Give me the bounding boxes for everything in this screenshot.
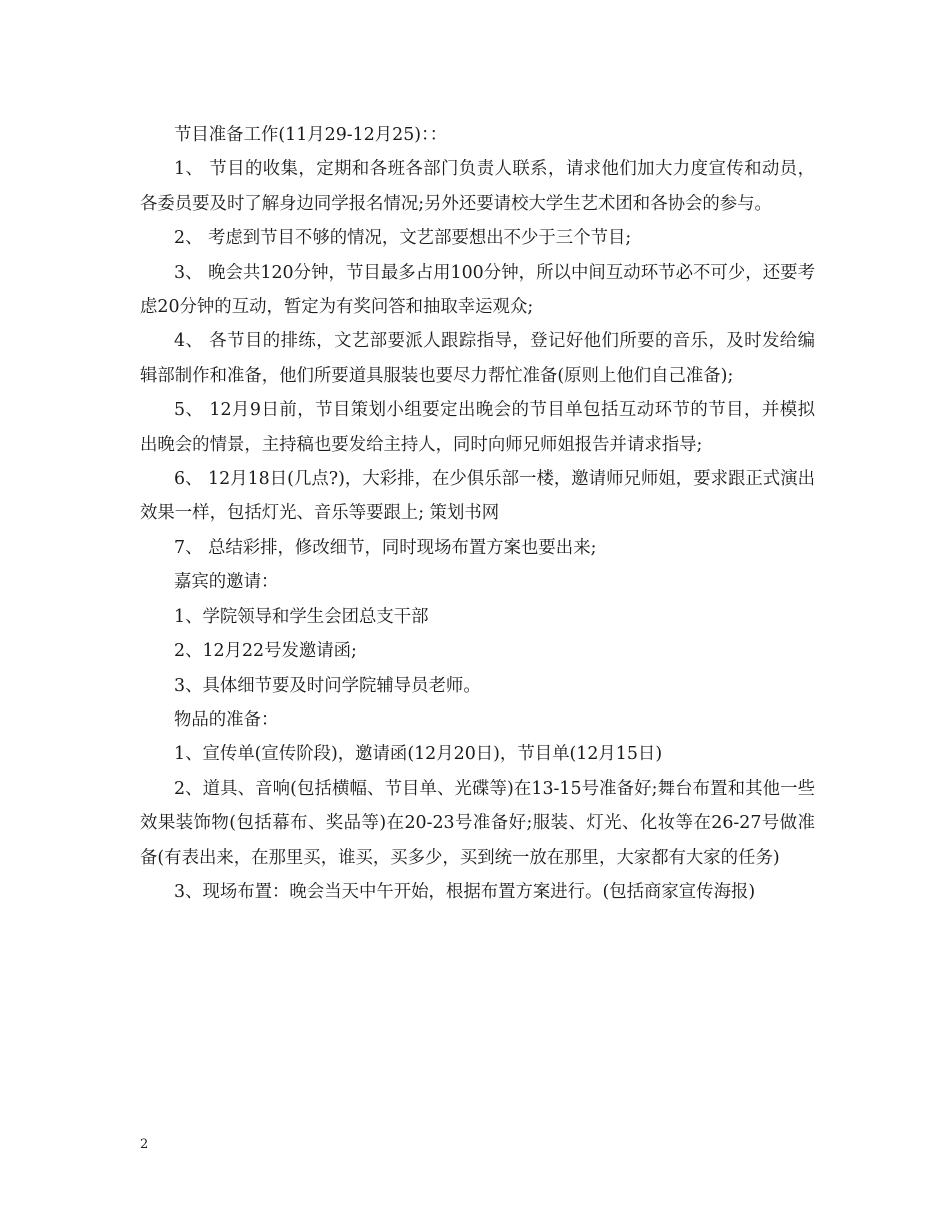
list-item: 2、12月22号发邀请函; <box>174 641 357 662</box>
list-item: 1、学院领导和学生会团总支干部 <box>174 606 429 627</box>
list-item: 1、宣传单(宣传阶段)，邀请函(12月20日)，节目单(12月15日) <box>174 744 663 765</box>
list-item: 5、 12月9日前，节目策划小组要定出晚会的节目单包括互动环节的节目，并模拟出晚会的情景，主持稿也要发给主持人，同时向师兄师姐报告并请求指导; <box>140 400 815 455</box>
section-heading-program-preparation: 节目准备工作(11月29-12月25)：： <box>174 125 448 145</box>
section-heading-guest-invitation: 嘉宾的邀请： <box>174 572 279 593</box>
document-body <box>140 118 815 909</box>
list-item: 2、道具、音响(包括横幅、节目单、光碟等)在13-15号准备好;舞台布置和其他一些效果装饰物(包括幕布、奖品等)在20-23号准备好;服装、灯光、化妆等在26-27号做准备(有表出来，在那里买，谁买，买多少，买到统一放在那里，大家都有大家的任务) <box>140 778 815 868</box>
list-item: 3、现场布置：晚会当天中午开始，根据布置方案进行。(包括商家宣传海报) <box>174 881 756 902</box>
list-item: 1、 节目的收集，定期和各班各部门负责人联系，请求他们加大力度宣传和动员，各委员要及时了解身边同学报名情况;另外还要请校大学生艺术团和各协会的参与。 <box>140 159 815 214</box>
list-item: 3、具体细节要及时问学院辅导员老师。 <box>174 675 481 696</box>
list-item: 2、 考虑到节目不够的情况，文艺部要想出不少于三个节目; <box>174 228 632 249</box>
list-item: 4、 各节目的排练，文艺部要派人跟踪指导，登记好他们所要的音乐，及时发给编辑部制作和准备，他们所要道具服装也要尽力帮忙准备(原则上他们自己准备); <box>140 331 815 386</box>
list-item: 7、 总结彩排，修改细节，同时现场布置方案也要出来; <box>174 537 597 558</box>
page-number: 2 <box>140 1137 149 1152</box>
list-item: 3、 晚会共120分钟，节目最多占用100分钟，所以中间互动环节必不可少，还要考虑20分钟的互动，暂定为有奖问答和抽取幸运观众; <box>140 262 815 318</box>
list-item: 6、 12月18日(几点?)，大彩排，在少俱乐部一楼，邀请师兄师姐，要求跟正式演出效果一样，包括灯光、音乐等要跟上; 策划书网 <box>140 469 815 524</box>
section-heading-item-preparation: 物品的准备： <box>174 709 279 730</box>
